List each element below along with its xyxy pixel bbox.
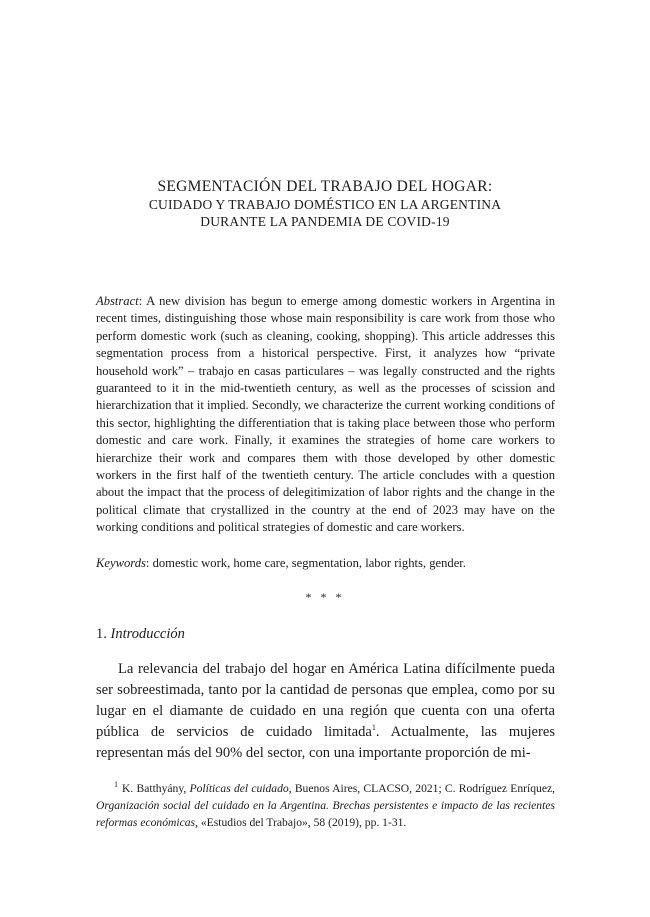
section-separator: * * * bbox=[305, 590, 345, 604]
footnote-reference[interactable]: 1 bbox=[371, 723, 376, 733]
footnote-title-1: Políticas del cuidado bbox=[189, 782, 289, 795]
body-text-part-2: . Actualmente, las mujeres representan más del 90% del sector, con una importante proporción de mi- bbox=[96, 724, 556, 761]
keywords bbox=[96, 555, 555, 572]
abstract bbox=[96, 293, 555, 537]
footnote bbox=[96, 780, 555, 831]
paper-title: SEGMENTACIÓN DEL TRABAJO DEL HOGAR: bbox=[157, 178, 493, 195]
section-number: 1. bbox=[96, 626, 107, 642]
footnote-title-2: Organización social del cuidado en la Argentina. Brechas persistentes e impacto de las recientes reformas económicas bbox=[96, 799, 555, 829]
keywords-text: : domestic work, home care, segmentation, labor rights, gender. bbox=[145, 556, 466, 570]
body-paragraph bbox=[96, 659, 555, 764]
footnote-part-1: K. Batthyány, bbox=[122, 782, 190, 795]
footnote-part-5: , «Estudios del Trabajo», 58 (2019), pp. 1-31. bbox=[195, 816, 407, 829]
abstract-text: : A new division has begun to emerge among domestic workers in Argentina in recent times, distinguishing those whose main responsibility is care work from those who perform domestic work (such as cleaning, cooking, shopping). This article addresses this segmentation process from a historical perspective. First, it analyzes how “private household work” – trabajo en casas particulares – was legally constructed and the rights guaranteed to it in the mid-twentieth century, as well as the processes of scission and hierarchization that it implied. Secondly, we characterize the current working conditions of this sector, highlighting the differentiation that is taking place between those who perform domestic and care work. Finally, it examines the strategies of home care workers to hierarchize their work and compares them with those developed by other domestic workers in the first half of the twentieth century. The article concludes with a question about the impact that the process of delegitimization of labor rights and the change in the political climate that crystallized in the country at the end of 2023 may have on the working conditions and political strategies of domestic and care workers. bbox=[96, 294, 555, 535]
section-title: Introducción bbox=[110, 626, 185, 642]
paper-subtitle-line-1: CUIDADO Y TRABAJO DOMÉSTICO EN LA ARGENTINA bbox=[148, 197, 502, 212]
paper-subtitle-line-2: DURANTE LA PANDEMIA DE COVID-19 bbox=[200, 214, 450, 229]
keywords-label: Keywords bbox=[96, 556, 146, 570]
footnote-number: 1 bbox=[114, 780, 118, 790]
body-text-part-1: La relevancia del trabajo del hogar en América Latina difícilmente pueda ser sobreestimada, tanto por la cantidad de personas que emplea, como por su lugar en el diamante de cuidado en una región que cuenta con una oferta pública de servicios de cuidado limitada bbox=[96, 661, 555, 740]
section-heading bbox=[96, 626, 185, 643]
footnote-part-3: , Buenos Aires, CLACSO, 2021; C. Rodríguez Enríquez, bbox=[288, 782, 556, 795]
abstract-label: Abstract bbox=[96, 294, 139, 308]
title-block bbox=[0, 177, 650, 230]
